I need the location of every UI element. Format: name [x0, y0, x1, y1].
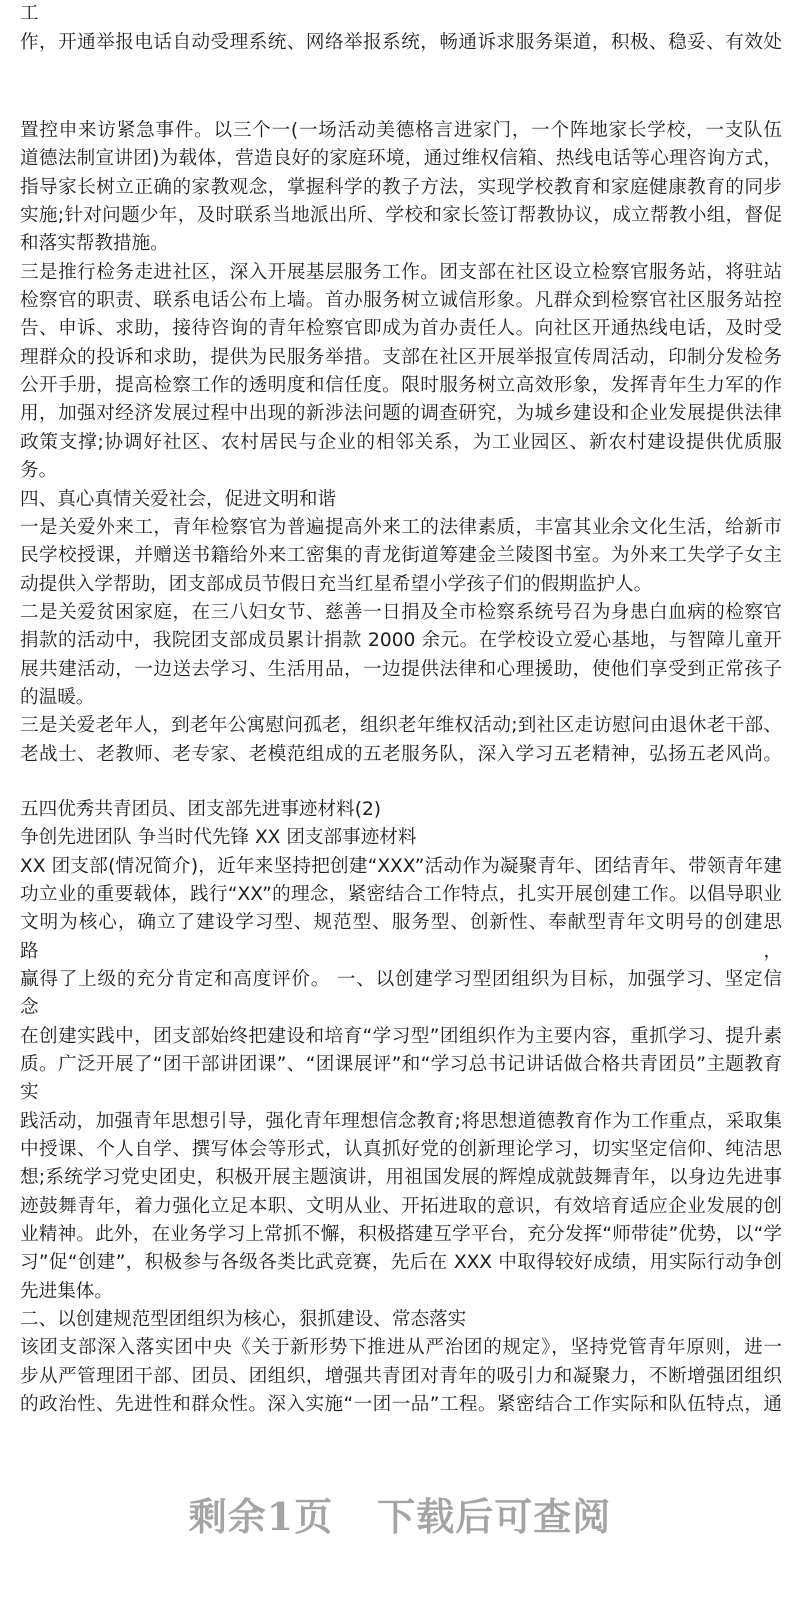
text-line: 步从严管理团干部、团员、团组织，增强共青团对青年的吸引力和凝聚力，不断增强团组织	[20, 1365, 782, 1387]
text-line: 的政治性、先进性和群众性。深入实施“一团一品”工程。紧密结合工作实际和队伍特点，通	[20, 1394, 782, 1416]
text-line: 功立业的重要载体，践行“XX”的理念，紧密结合工作特点，扎实开展创建工作。以倡导职业	[20, 883, 782, 905]
paragraph	[20, 486, 782, 514]
text-line: 用，加强对经济发展过程中出现的新涉法问题的调查研究，为城乡建设和企业发展提供法律	[20, 403, 782, 425]
text-line: 和落实帮教措施。	[20, 233, 169, 255]
document-page	[20, 0, 782, 1584]
paragraph	[20, 259, 782, 486]
text-line: 置控申来访紧急事件。以三个一(一场活动美德格言进家门，一个阵地家长学校，一支队伍	[20, 120, 782, 142]
text-line: 公开手册，提高检察工作的透明度和信任度。限时服务树立高效形象，发挥青年生力军的作	[20, 375, 782, 397]
paragraph	[20, 824, 782, 852]
text-line: 三是推行检务走进社区，深入开展基层服务工作。团支部在社区设立检察官服务站，将驻站	[20, 261, 782, 283]
text-line: 念	[20, 997, 39, 1019]
remaining-pages-label: 剩余1页	[188, 1493, 334, 1539]
text-line: 展共建活动，一边送去学习、生活用品，一边提供法律和心理援助，使他们享受到正常孩子	[20, 658, 782, 680]
text-line: 民学校授课，并赠送书籍给外来工密集的青龙街道筹建金兰陵图书室。为外来工失学子女主	[20, 545, 782, 567]
text-line: 动提供入学帮助，团支部成员节假日充当红星希望小学孩子们的假期监护人。	[20, 573, 653, 595]
text-line: 道德法制宣讲团)为载体，营造良好的家庭环境，通过维权信箱、热线电话等心理咨询方式，	[20, 148, 782, 170]
paragraph	[20, 1306, 782, 1334]
text-line: 作，开通举报电话自动受理系统、网络举报系统，畅通诉求服务渠道，积极、稳妥、有效处	[20, 31, 782, 53]
text-line: 政策支撑;协调好社区、农村居民与企业的相邻关系，为工业园区、新农村建设提供优质服	[20, 431, 782, 453]
text-line: 践活动，加强青年思想引导，强化青年理想信念教育;将思想道德教育作为工作重点，采取集	[20, 1110, 782, 1132]
text-line: 一是关爱外来工，青年检察官为普遍提高外来工的法律素质，丰富其业余文化生活，给新市	[20, 516, 782, 538]
text-line: 业精神。此外，在业务学习上常抓不懈，积极搭建互学平台，充分发挥“师带徒”优势，以“学	[20, 1224, 782, 1246]
text-block-top	[20, 0, 782, 57]
text-line: 想;系统学习党史团史，积极开展主题演讲，用祖国发展的辉煌成就鼓舞青年，以身边先进事	[20, 1167, 782, 1189]
text-line: 五四优秀共青团员、团支部先进事迹材料(2)	[20, 798, 382, 820]
paragraph	[20, 117, 782, 259]
text-line: XX 团支部(情况简介)，近年来坚持把创建“XXX”活动作为凝聚青年、团结青年、带领青年建	[20, 855, 782, 877]
text-line: 在创建实践中，团支部始终把建设和培育“学习型”团组织作为主要内容，重抓学习、提升素	[20, 1025, 782, 1047]
text-line: 中授课、个人自学、撰写体会等形式，认真抓好党的创新理论学习，切实坚定信仰、纯洁思	[20, 1139, 782, 1161]
text-line: 的温暖。	[20, 686, 95, 708]
text-line: 老战士、老教师、老专家、老模范组成的五老服务队，深入学习五老精神，弘扬五老风尚。	[20, 743, 782, 765]
text-line: 务。	[20, 460, 58, 482]
text-line: 三是关爱老年人，到老年公寓慰问孤老，组织老年维权活动;到社区走访慰问由退休老干部、	[20, 715, 782, 737]
text-line: 指导家长树立正确的家教观念，掌握科学的教子方法，实现学校教育和家庭健康教育的同步	[20, 176, 782, 198]
download-prompt[interactable]	[0, 1490, 800, 1584]
text-line: 先进集体。	[20, 1280, 113, 1302]
text-line: 四、真心真情关爱社会，促进文明和谐	[20, 488, 337, 510]
text-line: 争创先进团队 争当时代先锋 XX 团支部事迹材料	[20, 827, 417, 849]
paragraph	[20, 0, 782, 57]
paragraph	[20, 1023, 782, 1306]
text-line: 二、以创建规范型团组织为核心，狠抓建设、常态落实	[20, 1309, 467, 1331]
download-to-view-label: 下载后可查阅	[377, 1493, 612, 1539]
text-line: 实施;针对问题少年，及时联系当地派出所、学校和家长签订帮教协议，成立帮教小组，督促	[20, 205, 782, 227]
text-line: 工	[20, 3, 39, 25]
text-line: 告、申诉、求助，接待咨询的青年检察官即成为首办责任人。向社区开通热线电话，及时受	[20, 318, 782, 340]
text-line: 文明为核心，确立了建设学习型、规范型、服务型、创新性、奉献型青年文明号的创建思路，	[20, 912, 782, 962]
text-line: 该团支部深入落实团中央《关于新形势下推进从严治团的规定》，坚持党管青年原则，进一	[20, 1337, 782, 1359]
paragraph	[20, 1334, 782, 1419]
text-block-article-2	[20, 796, 782, 1420]
text-line: 迹鼓舞青年，着力强化立足本职、文明从业、开拓进取的意识，有效培育适应企业发展的创	[20, 1195, 782, 1217]
text-line: 检察官的职责、联系电话公布上墙。首办服务树立诚信形象。凡群众到检察官社区服务站控	[20, 290, 782, 312]
text-line: 赢得了上级的充分肯定和高度评价。 一、以创建学习型团组织为目标，加强学习、坚定信	[20, 969, 782, 990]
paragraph	[20, 514, 782, 599]
paragraph	[20, 712, 782, 769]
text-line: 理群众的投诉和求助，提供为民服务举措。支部在社区开展举报宣传周活动，印制分发检务	[20, 346, 782, 368]
text-line: 习”促“创建”，积极参与各级各类比武竞赛，先后在 XXX 中取得较好成绩，用实际行动争创	[20, 1252, 782, 1274]
text-block-main	[20, 117, 782, 769]
text-line: 捐款的活动中，我院团支部成员累计捐款 2000 余元。在学校设立爱心基地，与智障儿童开	[20, 630, 782, 652]
text-line: 二是关爱贫困家庭，在三八妇女节、慈善一日捐及全市检察系统号召为身患白血病的检察官	[20, 601, 782, 623]
paragraph	[20, 796, 782, 824]
paragraph	[20, 853, 782, 1023]
paragraph	[20, 599, 782, 712]
text-line: 质。广泛开展了“团干部讲团课”、“团课展评”和“学习总书记讲话做合格共青团员”主题教育实	[20, 1054, 782, 1104]
